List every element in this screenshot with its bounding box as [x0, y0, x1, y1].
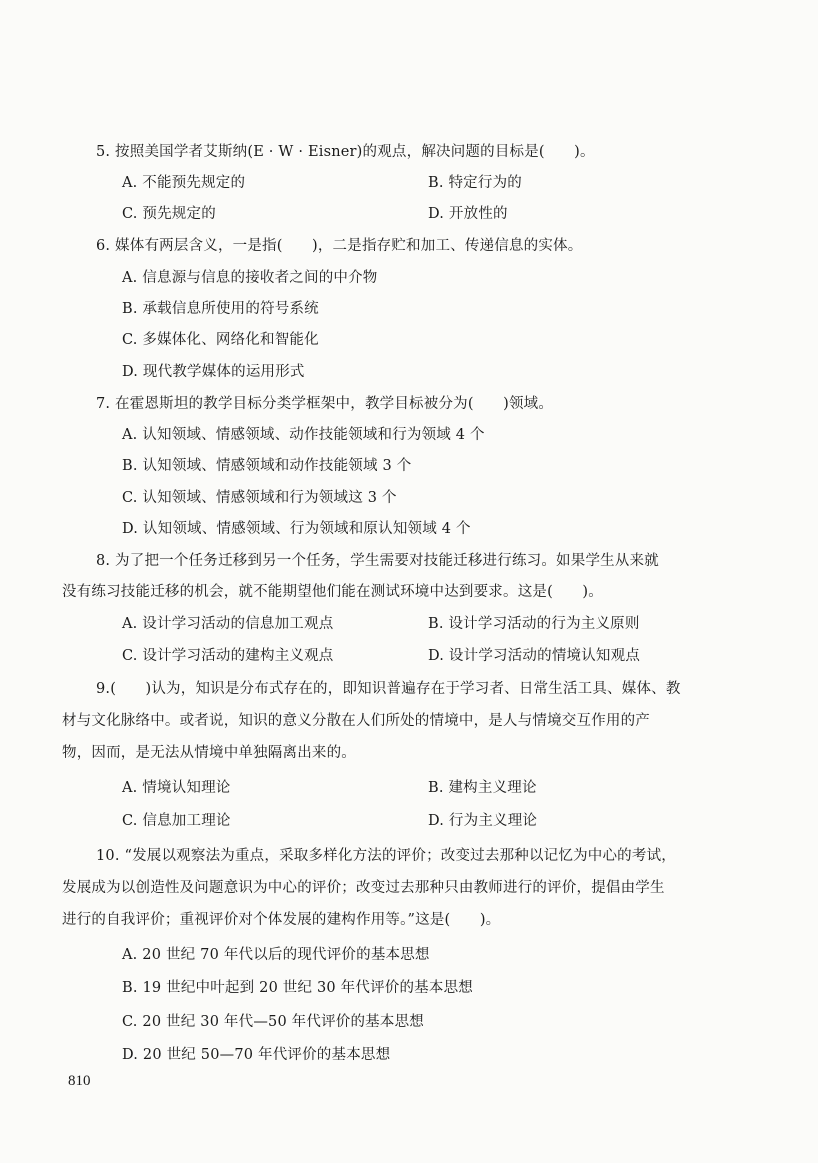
question-10-option-a: A. 20 世纪 70 年代以后的现代评价的基本思想 [122, 947, 430, 963]
question-8-stem-line-1: 8. 为了把一个任务迁移到另一个任务，学生需要对技能迁移进行练习。如果学生从来就 [96, 553, 659, 569]
question-10-option-d: D. 20 世纪 50—70 年代评价的基本思想 [122, 1047, 391, 1063]
question-8-stem-line-2: 没有练习技能迁移的机会，就不能期望他们能在测试环境中达到要求。这是( )。 [62, 584, 603, 600]
question-5-option-b: B. 特定行为的 [428, 175, 522, 191]
question-5-option-c: C. 预先规定的 [122, 206, 216, 222]
question-9-stem-line-1: 9.( )认为，知识是分布式存在的，即知识普遍存在于学习者、日常生活工具、媒体、教 [96, 681, 681, 697]
question-9-stem-line-2: 材与文化脉络中。或者说，知识的意义分散在人们所处的情境中，是人与情境交互作用的产 [62, 713, 650, 729]
question-7-option-a: A. 认知领域、情感领域、动作技能领域和行为领域 4 个 [122, 427, 485, 443]
question-9-option-d: D. 行为主义理论 [428, 813, 538, 829]
question-5-option-d: D. 开放性的 [428, 206, 508, 222]
question-7-option-c: C. 认知领域、情感领域和行为领域这 3 个 [122, 490, 397, 506]
question-9-stem-line-3: 物，因而，是无法从情境中单独隔离出来的。 [62, 745, 356, 761]
question-10-stem-line-2: 发展成为以创造性及问题意识为中心的评价；改变过去那种只由教师进行的评价，提倡由学生 [62, 880, 665, 896]
question-10-stem-line-1: 10. “发展以观察法为重点，采取多样化方法的评价；改变过去那种以记忆为中心的考试， [96, 848, 676, 864]
question-10-option-c: C. 20 世纪 30 年代—50 年代评价的基本思想 [122, 1014, 424, 1030]
question-5-option-a: A. 不能预先规定的 [122, 175, 246, 191]
question-9-option-a: A. 情境认知理论 [122, 780, 231, 796]
question-6-option-c: C. 多媒体化、网络化和智能化 [122, 332, 319, 348]
question-8-option-c: C. 设计学习活动的建构主义观点 [122, 648, 334, 664]
page-number: 810 [68, 1073, 91, 1089]
question-9-option-b: B. 建构主义理论 [428, 780, 537, 796]
question-7-stem: 7. 在霍恩斯坦的教学目标分类学框架中，教学目标被分为( )领域。 [96, 396, 554, 412]
question-6-option-b: B. 承载信息所使用的符号系统 [122, 301, 319, 317]
question-5-stem: 5. 按照美国学者艾斯纳(E · W · Eisner)的观点，解决问题的目标是( )。 [96, 144, 595, 160]
question-6-option-d: D. 现代教学媒体的运用形式 [122, 364, 305, 380]
question-7-option-d: D. 认知领域、情感领域、行为领域和原认知领域 4 个 [122, 521, 471, 537]
question-10-option-b: B. 19 世纪中叶起到 20 世纪 30 年代评价的基本思想 [122, 980, 473, 996]
question-6-stem: 6. 媒体有两层含义，一是指( )，二是指存贮和加工、传递信息的实体。 [96, 238, 583, 254]
question-6-option-a: A. 信息源与信息的接收者之间的中介物 [122, 270, 378, 286]
question-10-stem-line-3: 进行的自我评价；重视评价对个体发展的建构作用等。”这是( )。 [62, 912, 501, 928]
question-8-option-a: A. 设计学习活动的信息加工观点 [122, 616, 334, 632]
question-9-option-c: C. 信息加工理论 [122, 813, 231, 829]
question-7-option-b: B. 认知领域、情感领域和动作技能领域 3 个 [122, 458, 412, 474]
question-8-option-d: D. 设计学习活动的情境认知观点 [428, 648, 641, 664]
question-8-option-b: B. 设计学习活动的行为主义原则 [428, 616, 640, 632]
